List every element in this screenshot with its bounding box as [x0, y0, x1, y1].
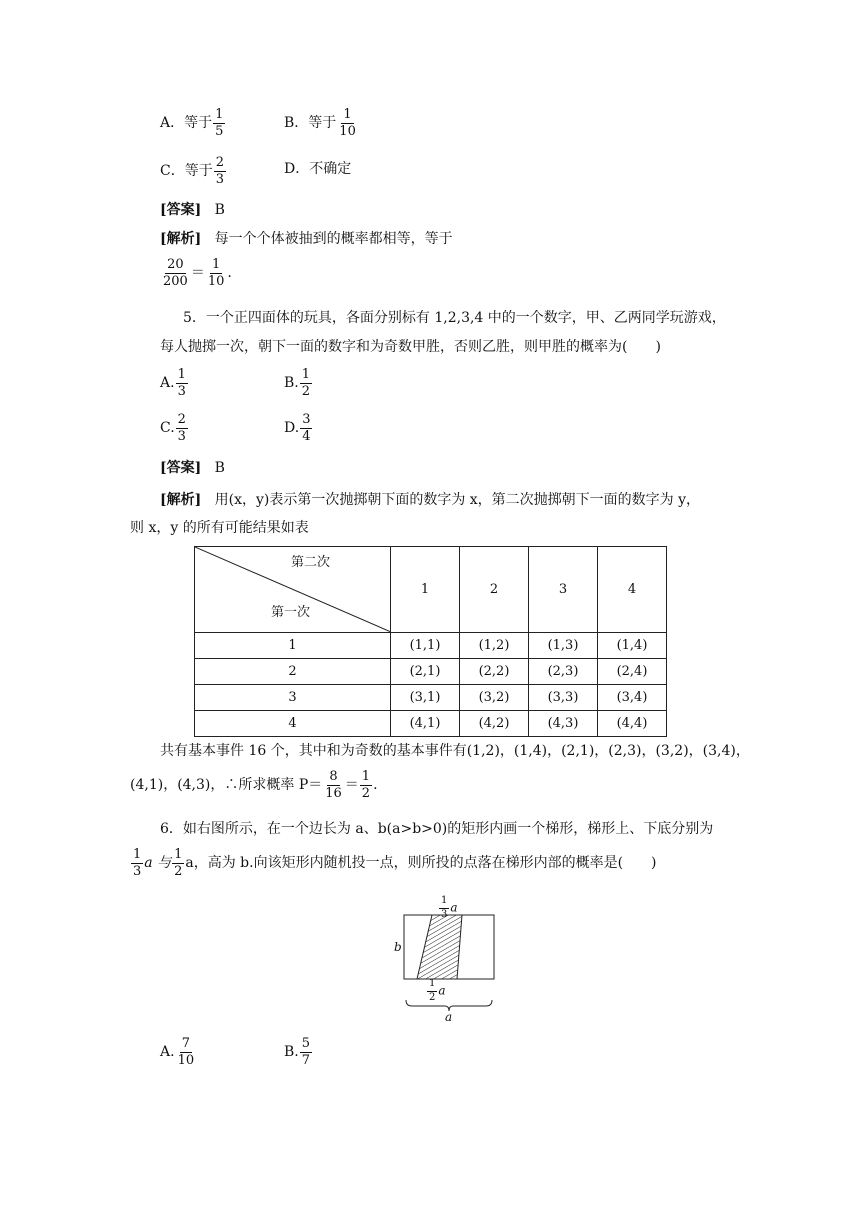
q5-analysis-line2: 则 x，y 的所有可能结果如表 [130, 520, 309, 536]
table-cell: (1,1) [391, 633, 460, 659]
table-row [195, 711, 667, 737]
q5-option-a: A. $\frac{1}{3}$ [160, 367, 186, 399]
row-header: 3 [195, 685, 391, 711]
q5-option-b: B. $\frac{1}{2}$ [284, 367, 311, 399]
table-cell: (1,4) [598, 633, 667, 659]
table-header-row [195, 547, 667, 633]
height-label: b [394, 940, 402, 954]
table-cell: (3,4) [598, 685, 667, 711]
row-header: 4 [195, 711, 391, 737]
q4-analysis: [解析] 每一个个体被抽到的概率都相等，等于 [160, 231, 453, 247]
q5-stem-line2: 每人抛掷一次，朝下一面的数字和为奇数甲胜，否则乙胜，则甲胜的概率为( ) [160, 339, 661, 355]
fraction: $\frac{2}{3}$ [215, 155, 224, 187]
q6-option-b: B. $\frac{5}{7}$ [284, 1036, 311, 1068]
width-label: a [445, 1010, 453, 1024]
col-header: 1 [391, 547, 460, 633]
q5-summary-line1: 共有基本事件 16 个，其中和为奇数的基本事件有(1,2)，(1,4)，(2,1)，(2,3)，(3,2)，(3,4)， [160, 743, 750, 759]
q4-result: $\frac{20}{200}$ ＝ $\frac{1}{10}$ . [163, 257, 232, 289]
q5-summary-line2: (4,1)，(4,3)，∴所求概率 P＝ $\frac{8}{16}$ ＝ $\frac{1}{2}$ . [130, 769, 378, 801]
option-label: C．等于 [160, 163, 213, 180]
table-cell: (4,3) [529, 711, 598, 737]
fraction: $\frac{1}{5}$ [215, 107, 224, 139]
table-cell: (1,2) [460, 633, 529, 659]
q4-answer: [答案] B [160, 202, 225, 218]
q6-option-a: A. $\frac{7}{10}$ [160, 1036, 195, 1068]
table-cell: (4,1) [391, 711, 460, 737]
q5-stem-line1: 5．一个正四面体的玩具，各面分别标有 1,2,3,4 中的一个数字，甲、乙两同学玩游戏， [183, 310, 726, 326]
outcome-table [194, 546, 667, 737]
bottom-base-label: $\frac{1}{2}$ a [429, 978, 446, 1003]
q6-stem-line2: $\frac{1}{3}$ a 与 $\frac{1}{2}$ a，高为 b.向该矩形内随机投一点，则所投的点落在梯形内部的概率是( ) [133, 847, 657, 879]
table-row [195, 659, 667, 685]
q5-answer: [答案] B [160, 460, 225, 476]
col-header: 2 [460, 547, 529, 633]
table-cell: (4,4) [598, 711, 667, 737]
table-cell: (2,4) [598, 659, 667, 685]
table-cell: (2,1) [391, 659, 460, 685]
q4-option-c [160, 156, 227, 186]
table-cell: (1,3) [529, 633, 598, 659]
corner-bottom-label: 第一次 [271, 605, 311, 620]
table-cell: (3,1) [391, 685, 460, 711]
q6-stem-line1: 6．如右图所示，在一个边长为 a、b(a>b>0)的矩形内画一个梯形，梯形上、下底分别为 [160, 821, 714, 837]
q5-option-c: C. $\frac{2}{3}$ [160, 412, 186, 444]
table-cell: (3,3) [529, 685, 598, 711]
option-label: B．等于 [284, 115, 337, 132]
q5-option-d: D. $\frac{3}{4}$ [284, 412, 311, 444]
trapezoid-figure [390, 893, 500, 1023]
table-cell: (2,2) [460, 659, 529, 685]
table-row [195, 633, 667, 659]
row-header: 1 [195, 633, 391, 659]
table-corner-cell [195, 547, 391, 633]
col-header: 4 [598, 547, 667, 633]
table-cell: (2,3) [529, 659, 598, 685]
q4-option-d: D．不确定 [284, 161, 352, 177]
top-base-label: $\frac{1}{3}$ a [441, 895, 458, 920]
row-header: 2 [195, 659, 391, 685]
option-label: A．等于 [160, 115, 213, 132]
q5-analysis-line1: [解析] 用(x，y)表示第一次抛掷朝下面的数字为 x，第二次抛掷朝下一面的数字为 y， [160, 492, 701, 508]
q4-option-a [160, 108, 226, 138]
table-cell: (3,2) [460, 685, 529, 711]
col-header: 3 [529, 547, 598, 633]
fraction: $\frac{1}{10}$ [339, 107, 356, 139]
q4-option-b [284, 108, 359, 138]
table-cell: (4,2) [460, 711, 529, 737]
corner-top-label: 第二次 [290, 555, 330, 570]
table-row [195, 685, 667, 711]
